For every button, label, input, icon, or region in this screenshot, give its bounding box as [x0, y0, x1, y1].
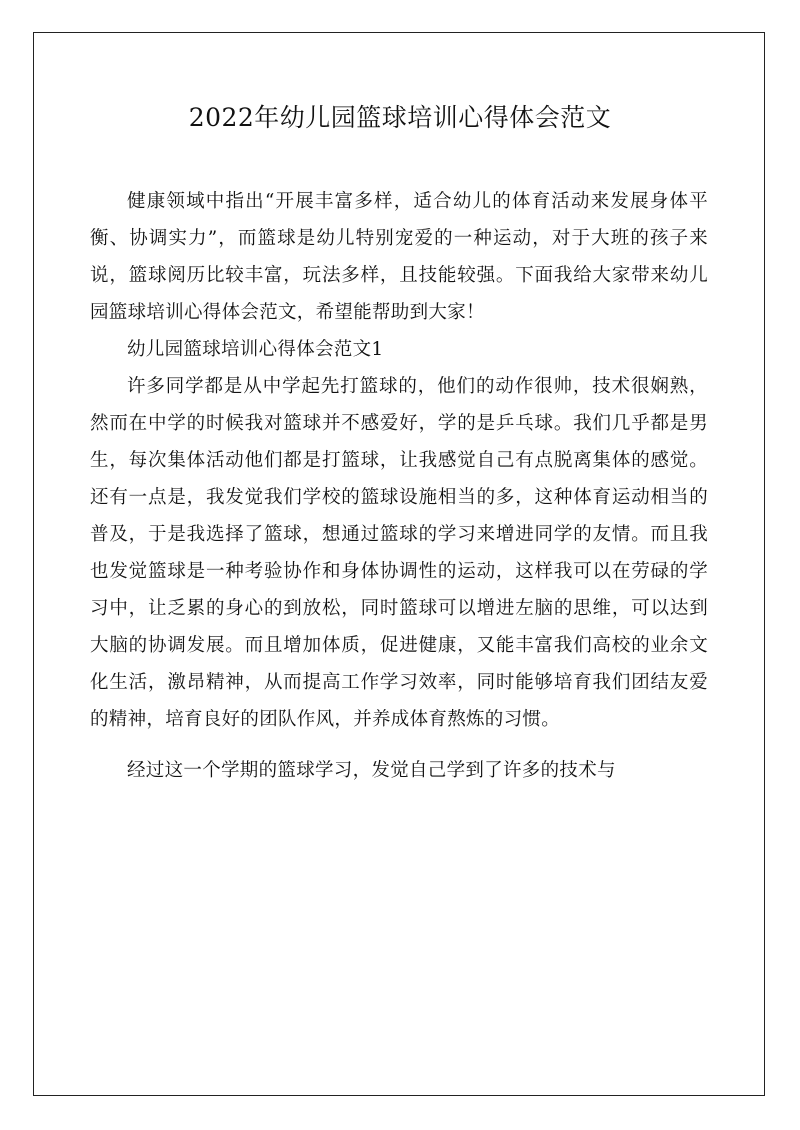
document-body [90, 183, 708, 789]
document-title: 2022年幼儿园篮球培训心得体会范文 [188, 103, 612, 132]
intro-paragraph: 健康领域中指出“开展丰富多样，适合幼儿的体育活动来发展身体平衡、协调实力”，而篮球是幼儿特别宠爱的一种运动，对于大班的孩子来说，篮球阅历比较丰富，玩法多样，且技能较强。下面我给大家带来幼儿园篮球培训心得体会范文，希望能帮助到大家！ [90, 191, 708, 323]
section-heading: 幼儿园篮球培训心得体会范文1 [127, 339, 384, 360]
body-paragraph: 经过这一个学期的篮球学习，发觉自己学到了许多的技术与 [127, 760, 616, 781]
body-paragraph: 许多同学都是从中学起先打篮球的，他们的动作很帅，技术很娴熟，然而在中学的时候我对篮球并不感爱好，学的是乒乓球。我们几乎都是男生，每次集体活动他们都是打篮球，让我感觉自己有点脱离集体的感觉。还有一点是，我发觉我们学校的篮球设施相当的多，这种体育运动相当的普及，于是我选择了篮球，想通过篮球的学习来增进同学的友情。而且我也发觉篮球是一种考验协作和身体协调性的运动，这样我可以在劳碌的学习中，让乏累的身心的到放松，同时篮球可以增进左脑的思维，可以达到大脑的协调发展。而且增加体质，促进健康，又能丰富我们高校的业余文化生活，激昂精神，从而提高工作学习效率，同时能够培育我们团结友爱的精神，培育良好的团队作风，并养成体育熬炼的习惯。 [90, 376, 708, 730]
